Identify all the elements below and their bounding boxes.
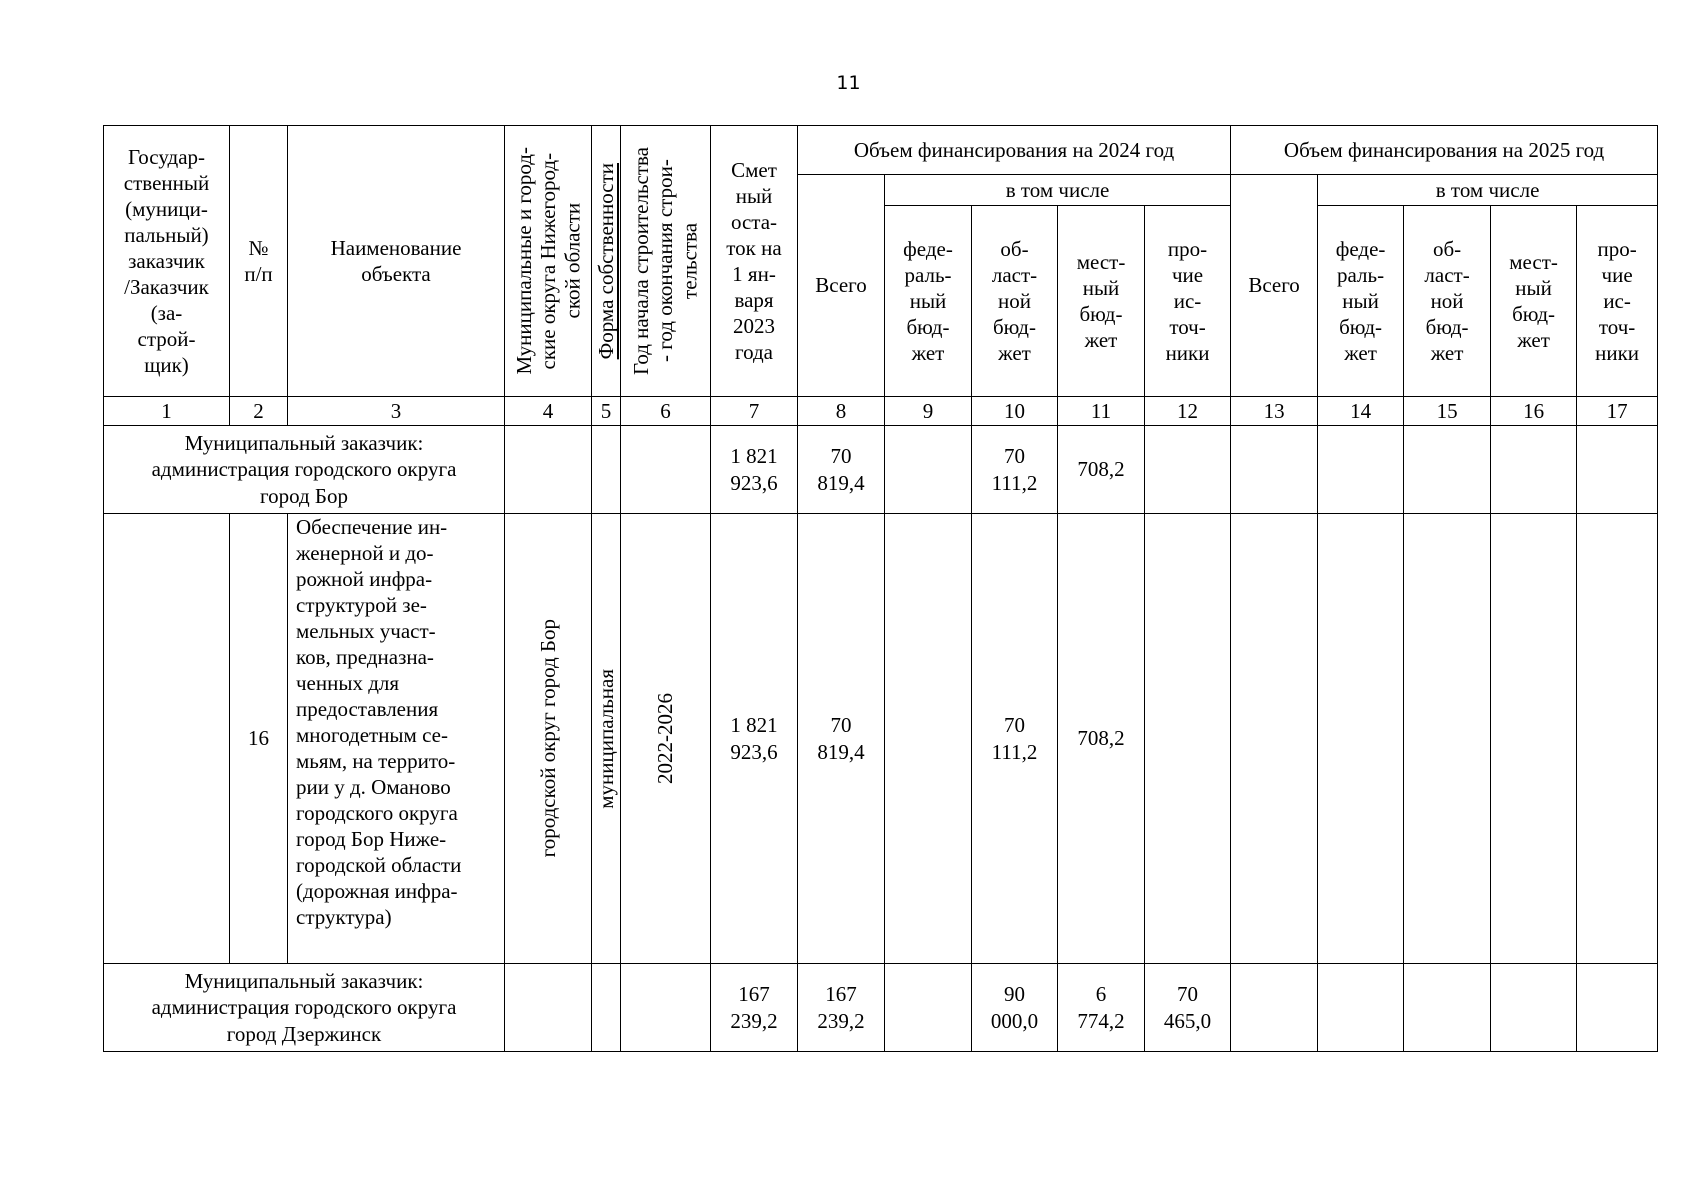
other-2024-cell: 70 465,0	[1145, 964, 1231, 1052]
federal-2025-cell	[1318, 514, 1404, 964]
header-years	[621, 126, 711, 397]
customer-cell: Муниципальный заказчик: администрация городского округа город Дзержинск	[104, 964, 505, 1052]
years-text: 2022-2026	[653, 693, 678, 784]
federal-2025-cell	[1318, 426, 1404, 514]
total-2024-cell: 167 239,2	[798, 964, 885, 1052]
other-2025-cell	[1577, 514, 1658, 964]
header-regional-2025: об- ласт- ной бюд- жет	[1404, 206, 1491, 397]
column-number: 13	[1231, 397, 1318, 426]
header-including-2025: в том числе	[1318, 175, 1658, 206]
column-number: 14	[1318, 397, 1404, 426]
column-number-row	[104, 397, 1658, 426]
header-other-2024: про- чие ис- точ- ники	[1145, 206, 1231, 397]
table-row-customer-dzerzhinsk	[104, 964, 1658, 1052]
federal-2024-cell	[885, 514, 972, 964]
federal-2024-cell	[885, 964, 972, 1052]
other-2024-cell	[1145, 514, 1231, 964]
header-local-2025: мест- ный бюд- жет	[1491, 206, 1577, 397]
district-cell	[505, 964, 592, 1052]
column-number: 11	[1058, 397, 1145, 426]
header-federal-2024: феде- раль- ный бюд- жет	[885, 206, 972, 397]
regional-2024-cell: 70 111,2	[972, 426, 1058, 514]
ownership-cell	[592, 426, 621, 514]
header-object-name: Наименование объекта	[288, 126, 505, 397]
header-total-2025: Всего	[1231, 175, 1318, 397]
local-2024-cell: 6 774,2	[1058, 964, 1145, 1052]
column-number: 5	[592, 397, 621, 426]
column-number: 15	[1404, 397, 1491, 426]
years-cell	[621, 964, 711, 1052]
customer-cell	[104, 514, 230, 964]
number-cell: 16	[230, 514, 288, 964]
local-2025-cell	[1491, 964, 1577, 1052]
header-total-2024: Всего	[798, 175, 885, 397]
header-funding-2024: Объем финансирования на 2024 год	[798, 126, 1231, 175]
local-2024-cell: 708,2	[1058, 514, 1145, 964]
total-2024-cell: 70 819,4	[798, 514, 885, 964]
header-local-2024: мест- ный бюд- жет	[1058, 206, 1145, 397]
ownership-cell	[592, 964, 621, 1052]
total-2025-cell	[1231, 964, 1318, 1052]
header-ownership-form	[592, 126, 621, 397]
regional-2024-cell: 90 000,0	[972, 964, 1058, 1052]
column-number: 12	[1145, 397, 1231, 426]
page-number: 11	[836, 72, 861, 94]
column-number: 4	[505, 397, 592, 426]
years-cell	[621, 426, 711, 514]
header-estimated-balance: Смет ный оста- ток на 1 ян- варя 2023 года	[711, 126, 798, 397]
regional-2025-cell	[1404, 964, 1491, 1052]
header-years-text: Год начала строительства - год окончания строи- тельства	[629, 147, 702, 375]
ownership-text: муниципальная	[593, 668, 618, 809]
federal-2024-cell	[885, 426, 972, 514]
header-municipal-districts-text: Муниципальные и город- ские округа Нижегород- ской области	[511, 147, 585, 375]
local-2025-cell	[1491, 514, 1577, 964]
district-cell	[505, 426, 592, 514]
total-2025-cell	[1231, 514, 1318, 964]
column-number: 8	[798, 397, 885, 426]
regional-2025-cell	[1404, 426, 1491, 514]
customer-cell: Муниципальный заказчик: администрация городского округа город Бор	[104, 426, 505, 514]
column-number: 2	[230, 397, 288, 426]
total-2025-cell	[1231, 426, 1318, 514]
header-ownership-form-text: Форма собственности	[593, 162, 618, 360]
other-2025-cell	[1577, 964, 1658, 1052]
column-number: 16	[1491, 397, 1577, 426]
column-number: 9	[885, 397, 972, 426]
balance-cell: 1 821 923,6	[711, 514, 798, 964]
other-2025-cell	[1577, 426, 1658, 514]
other-2024-cell	[1145, 426, 1231, 514]
ownership-cell	[592, 514, 621, 964]
regional-2025-cell	[1404, 514, 1491, 964]
local-2025-cell	[1491, 426, 1577, 514]
column-number: 7	[711, 397, 798, 426]
column-number: 1	[104, 397, 230, 426]
header-number: № п/п	[230, 126, 288, 397]
financing-table	[103, 125, 1658, 1052]
header-regional-2024: об- ласт- ной бюд- жет	[972, 206, 1058, 397]
header-municipal-districts	[505, 126, 592, 397]
district-cell	[505, 514, 592, 964]
years-cell	[621, 514, 711, 964]
column-number: 10	[972, 397, 1058, 426]
header-customer: Государ- ственный (муници- пальный) заказчик /Заказчик (за- строй- щик)	[104, 126, 230, 397]
district-text: городской округ город Бор	[535, 619, 560, 858]
column-number: 17	[1577, 397, 1658, 426]
balance-cell: 1 821 923,6	[711, 426, 798, 514]
balance-cell: 167 239,2	[711, 964, 798, 1052]
column-number: 6	[621, 397, 711, 426]
table-row-customer-bor	[104, 426, 1658, 514]
local-2024-cell: 708,2	[1058, 426, 1145, 514]
header-funding-2025: Объем финансирования на 2025 год	[1231, 126, 1658, 175]
header-federal-2025: феде- раль- ный бюд- жет	[1318, 206, 1404, 397]
header-row-1	[104, 126, 1658, 175]
table-row-object-16	[104, 514, 1658, 964]
total-2024-cell: 70 819,4	[798, 426, 885, 514]
regional-2024-cell: 70 111,2	[972, 514, 1058, 964]
object-name-cell: Обеспечение ин- женерной и до- рожной инфра- структурой зе- мельных участ- ков, предназна- ченных для предоставления многодетным се- мьям, на террито- рии у д. Оманово городского округа город Бор Ниже- городской области (дорожная инфра- структура)	[288, 514, 505, 964]
header-including-2024: в том числе	[885, 175, 1231, 206]
header-other-2025: про- чие ис- точ- ники	[1577, 206, 1658, 397]
column-number: 3	[288, 397, 505, 426]
federal-2025-cell	[1318, 964, 1404, 1052]
